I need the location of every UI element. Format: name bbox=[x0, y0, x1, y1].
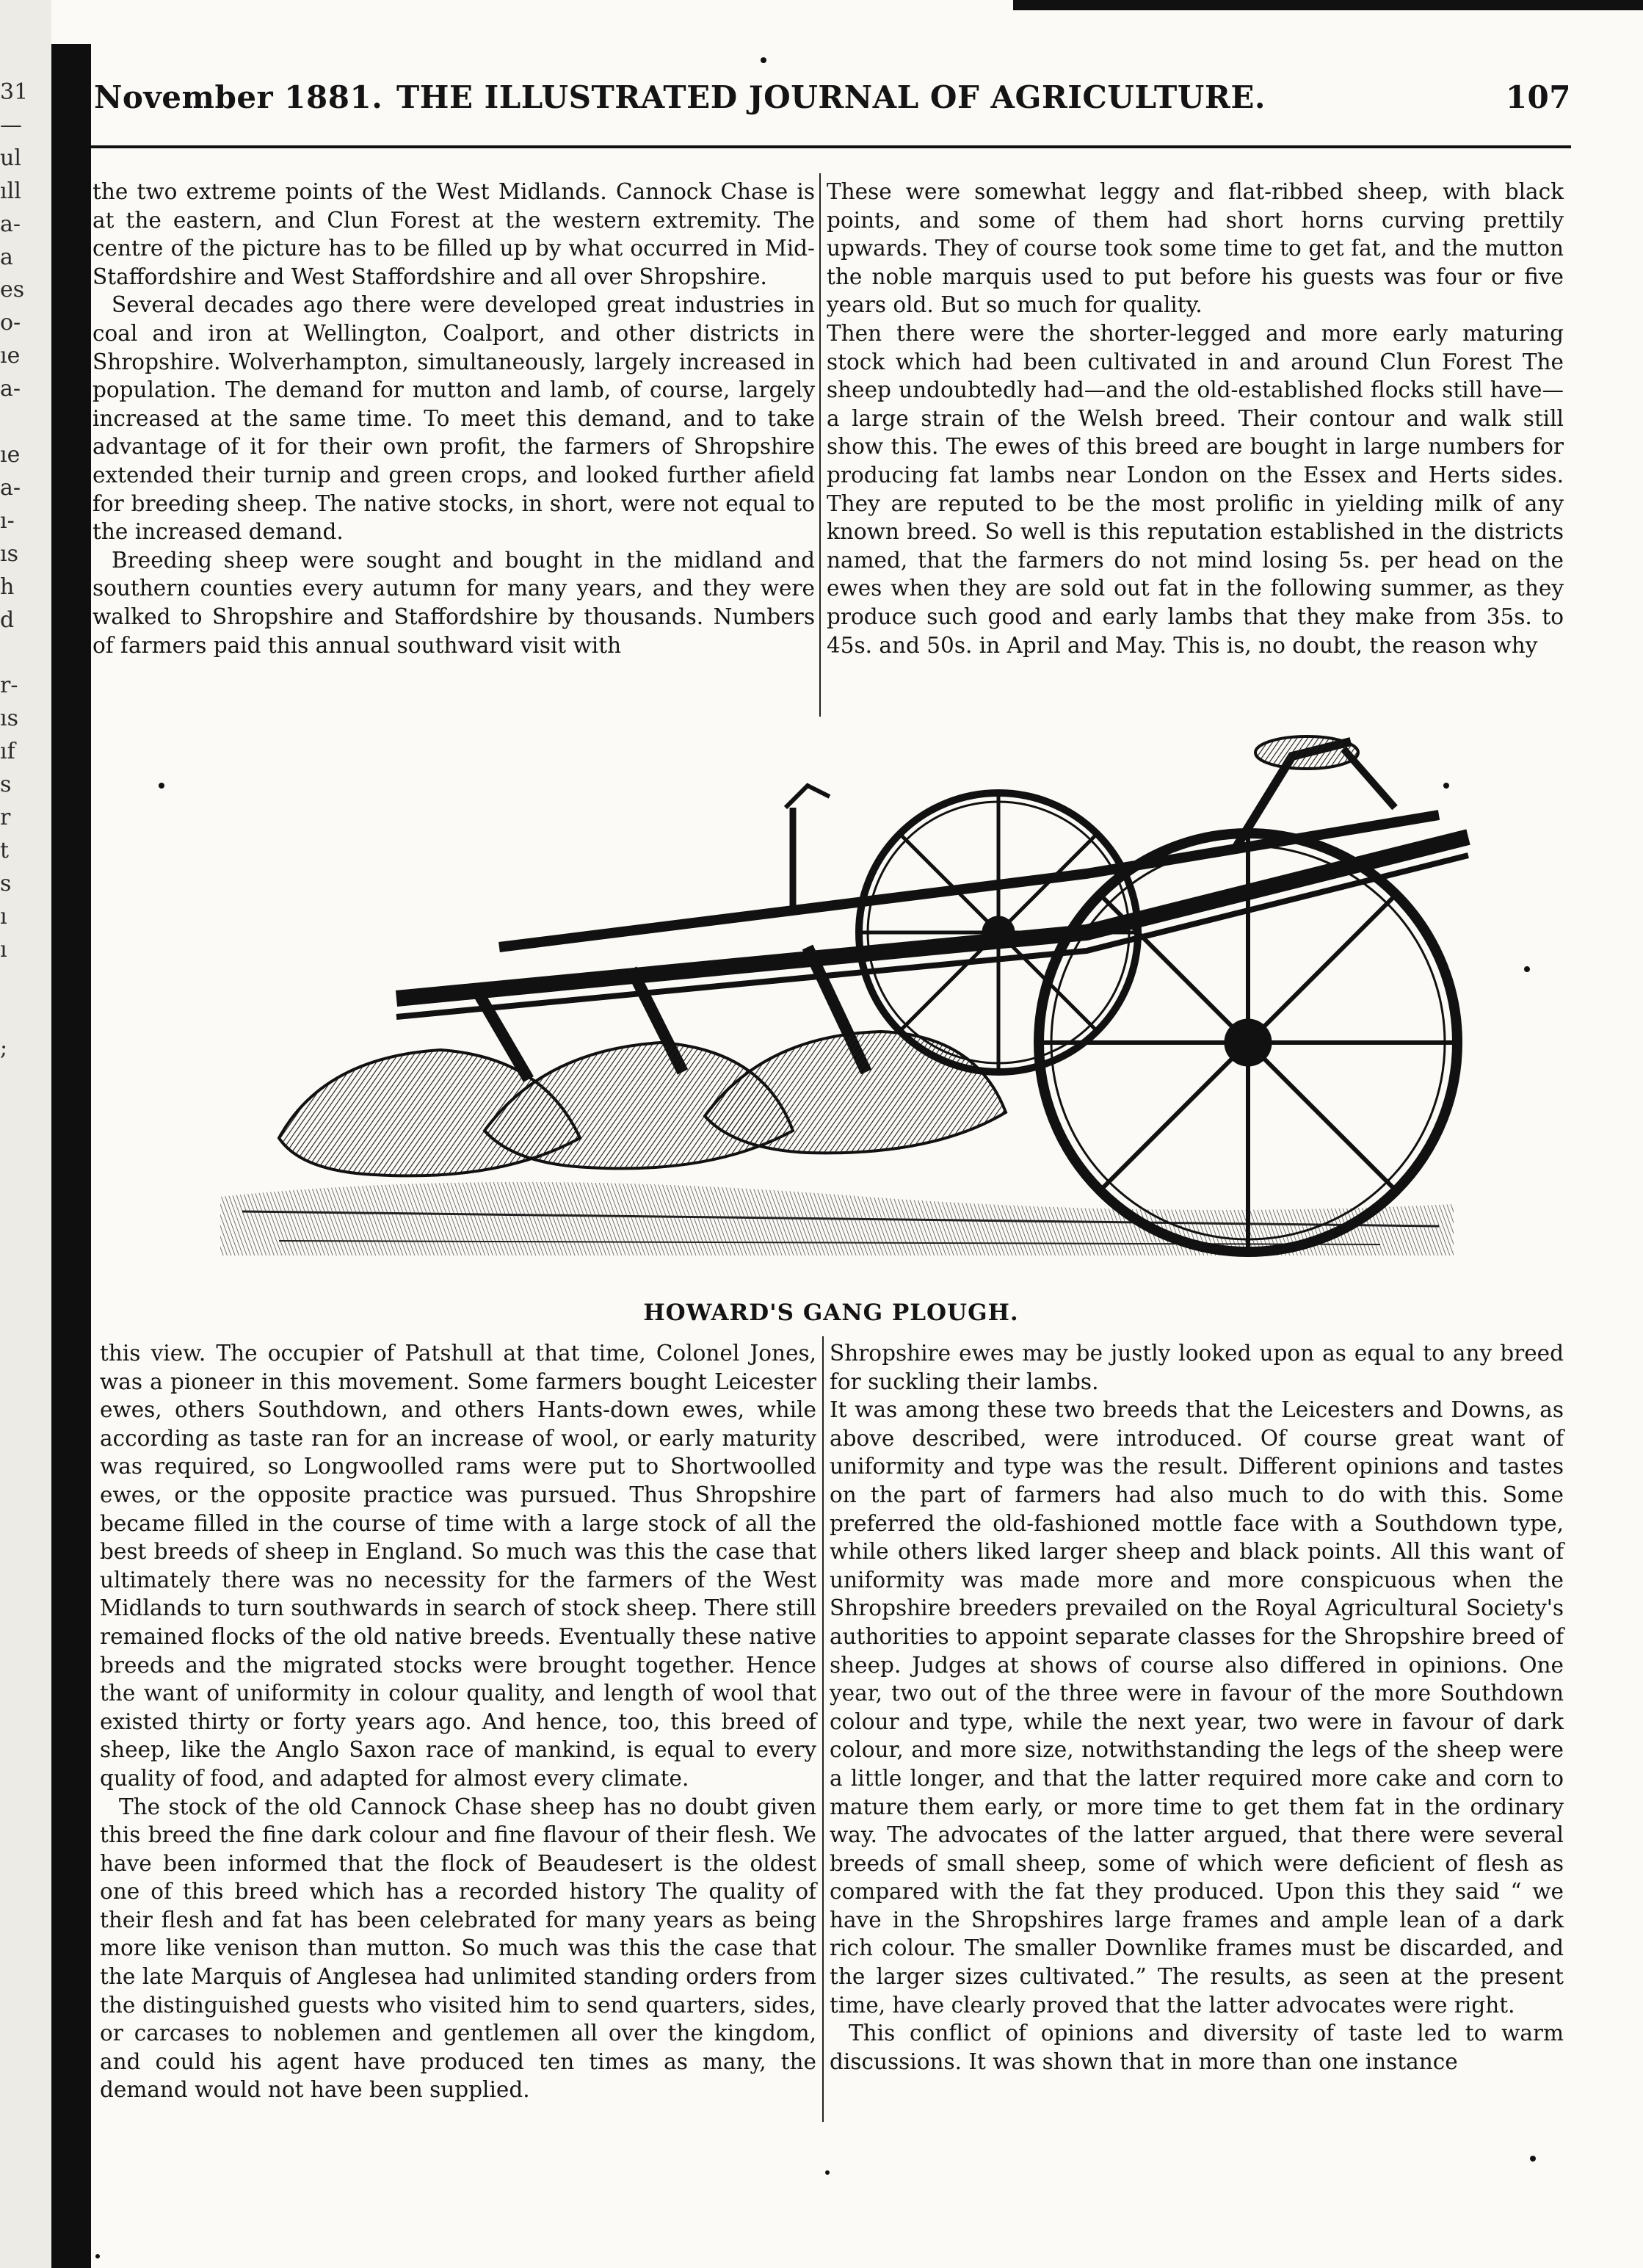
paragraph: Breeding sheep were sought and bought in the midland and southern counties every autumn for many years, and they were walked to Shropshire and Staffordshire by thousands. Numbers of farmers paid this annual southward visit with bbox=[93, 547, 815, 658]
column-top-right bbox=[827, 178, 1564, 721]
column-bottom-left bbox=[100, 1339, 816, 2125]
column-bottom-right bbox=[830, 1339, 1564, 2125]
top-edge-rule bbox=[1013, 0, 1643, 10]
paper-speck bbox=[761, 57, 766, 63]
paragraph: the two extreme points of the West Midlands. Cannock Chase is at the eastern, and Clun Forest at the western extremity. The centre of the picture has to be filled up by what occurred in Mid-Staffordshire and West Staffordshire and all over Shropshire. bbox=[93, 179, 815, 289]
paper-speck bbox=[825, 2170, 830, 2175]
header-date: November 1881. bbox=[94, 79, 383, 115]
paper-speck bbox=[1530, 2156, 1536, 2162]
ground bbox=[220, 1182, 1454, 1256]
small-wheel bbox=[859, 793, 1138, 1072]
binding-shadow bbox=[51, 44, 91, 2268]
paragraph: Then there were the shorter-legged and more early maturing stock which had been cultivated in and around Clun Forest The sheep undoubtedly had—and the old-established flocks still have—a large strain of the Welsh breed. Their contour and walk still show this. The ewes of this breed are bought in large numbers for producing fat lambs near London on the Essex and Herts sides. They are reputed to be the most prolific in yielding milk of any known breed. So well is this reputation established in the districts named, that the farmers do not mind losing 5s. per head on the ewes when they are sold out fat in the following summer, as they produce such good and early lambs that they make from 35s. to 45s. and 50s. in April and May. This is, no doubt, the reason why bbox=[827, 320, 1564, 658]
paragraph: This conflict of opinions and diversity of taste led to warm discussions. It was shown that in more than one instance bbox=[830, 2021, 1564, 2074]
paragraph: These were somewhat leggy and flat-ribbed sheep, with black points, and some of them had short horns curving prettily upwards. They of course took some time to get fat, and the mutton the noble marquis used to put before his guests was four or five years old. But so much for quality. bbox=[827, 179, 1564, 318]
column-divider-bottom bbox=[822, 1336, 824, 2122]
figure-caption: HOWARD'S GANG PLOUGH. bbox=[643, 1300, 1019, 1326]
header-page-number: 107 bbox=[1505, 79, 1571, 115]
paper-speck bbox=[95, 2254, 100, 2258]
margin-text-fragments: 31 — ul ıll a- a es o- ıe a- ıe a- ı- ıs h d r- ıs ıf s r t s ı ı ; bbox=[0, 79, 29, 1062]
paragraph: The stock of the old Cannock Chase sheep has no doubt given this breed the fine dark colour and fine flavour of their flesh. We have been informed that the flock of Beaudesert is the oldest one of this breed which has a recorded history The quality of their flesh and fat has been celebrated for many years as being more like venison than mutton. So much was this the case that the late Marquis of Anglesea had unlimited standing orders from the distinguished guests who visited him to send quarters, sides, or carcases to noblemen and gentlemen all over the kingdom, and could his agent have produced ten times as many, the demand would not have been supplied. bbox=[100, 1794, 816, 2103]
paragraph: Several decades ago there were developed great industries in coal and iron at Wellington, Coalport, and other districts in Shropshire. Wolverhampton, simultaneously, largely increased in population. The demand for mutton and lamb, of course, largely increased at the same time. To meet this demand, and to take advantage of it for their own profit, the farmers of Shropshire extended their turnip and green crops, and looked further afield for breeding sheep. The native stocks, in short, were not equal to the increased demand. bbox=[93, 292, 815, 545]
column-top-left bbox=[93, 178, 815, 721]
paragraph: Shropshire ewes may be justly looked upon as equal to any breed for suckling their lambs. bbox=[830, 1341, 1564, 1394]
paragraph: It was among these two breeds that the Leicesters and Downs, as above described, were introduced. Of course great want of uniformity and type was the result. Different opinions and tastes on the part of farmers had also much to do with this. Some preferred the old-fashioned mottle face with a Southdown type, while others liked larger sheep and black points. All this want of uniformity was made more and more conspicuous when the Shropshire breeders prevailed on the Royal Agricultural Society's authorities to appoint separate classes for the Shropshire breed of sheep. Judges at shows of course also differed in opinions. One year, two out of the three were in favour of the more Southdown colour and type, while the next year, two were in favour of dark colour, and more size, notwithstanding the legs of the sheep were a little longer, and that the latter required more cake and corn to mature them early, or more time to get them fat in the ordinary way. The advocates of the latter argued, that there were several breeds of small sheep, some of which were deficient of flesh as compared with the fat they produced. Upon this they said “ we have in the Shropshires large frames and ample lean of a dark rich colour. The smaller Downlike frames must be discarded, and the larger sizes cultivated.” The results, as seen at the present time, have clearly proved that the latter advocates were right. bbox=[830, 1397, 1564, 2018]
left-margin-strip bbox=[0, 0, 51, 2268]
gang-plough-illustration bbox=[132, 727, 1571, 1300]
paragraph: this view. The occupier of Patshull at that time, Colonel Jones, was a pioneer in this movement. Some farmers bought Leicester ewes, others Southdown, and others Hants-down ewes, while according as taste ran for an increase of wool, or early maturity was required, so Longwoolled rams were put to Shortwoolled ewes, or the opposite practice was pursued. Thus Shropshire became filled in the course of time with a large stock of all the best breeds of sheep in England. So much was this the case that ultimately there was no necessity for the farmers of the West Midlands to turn southwards in search of stock sheep. There still remained flocks of the old native breeds. Eventually these native breeds and the migrated stocks were brought together. Hence the want of uniformity in colour quality, and length of wool that existed thirty or forty years ago. And hence, too, this breed of sheep, like the Anglo Saxon race of mankind, is equal to every quality of food, and adapted for almost every climate. bbox=[100, 1341, 817, 1791]
header-journal-title: THE ILLUSTRATED JOURNAL OF AGRICULTURE. bbox=[396, 79, 1266, 115]
running-head bbox=[91, 79, 1571, 120]
header-rule bbox=[91, 145, 1571, 148]
column-divider-top bbox=[819, 173, 821, 717]
mouldboards bbox=[279, 1032, 1006, 1175]
large-wheel bbox=[1039, 833, 1457, 1252]
plough-frame bbox=[396, 736, 1468, 1017]
